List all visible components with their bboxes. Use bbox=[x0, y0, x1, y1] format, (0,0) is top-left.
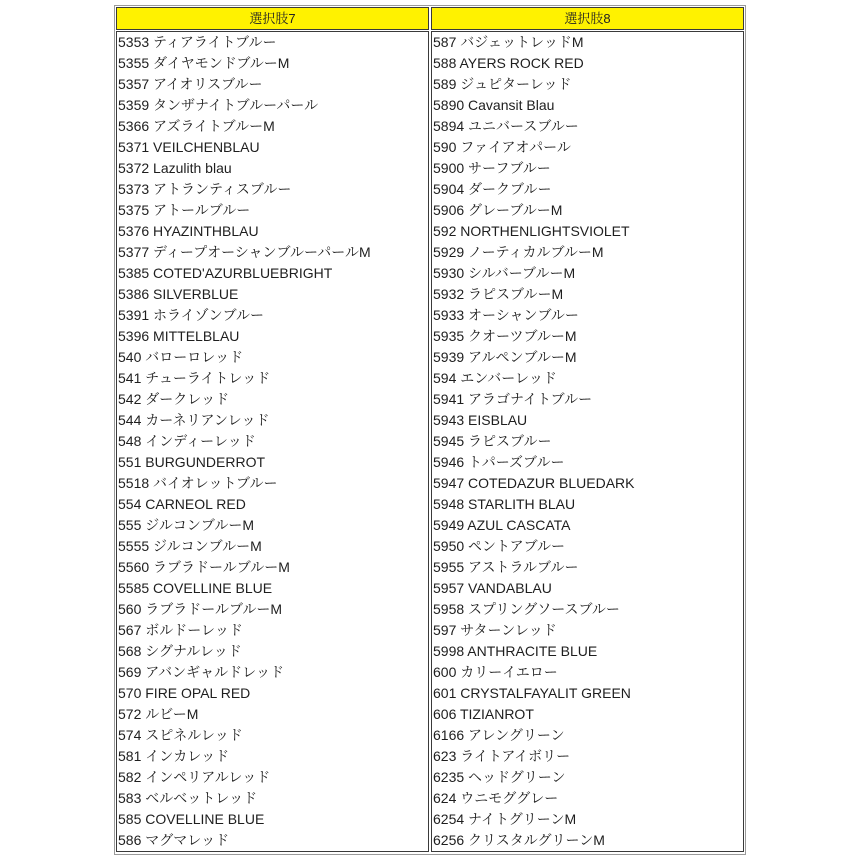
list-item: 606 TIZIANROT bbox=[433, 706, 534, 722]
list-item: 6235 ヘッドグリーン bbox=[433, 769, 566, 785]
list-item: 5555 ジルコンブルーM bbox=[118, 538, 262, 554]
list-item: 5385 COTED'AZURBLUEBRIGHT bbox=[118, 265, 333, 281]
list-item: 5373 アトランティスブルー bbox=[118, 181, 292, 197]
list-item: 5950 ペントアブルー bbox=[433, 538, 566, 554]
list-item: 5518 バイオレットブルー bbox=[118, 475, 278, 491]
list-item: 5958 スプリングソースブルー bbox=[433, 601, 620, 617]
list-item: 6166 アレングリーン bbox=[433, 727, 565, 743]
list-item: 5957 VANDABLAU bbox=[433, 580, 552, 596]
list-item: 5376 HYAZINTHBLAU bbox=[118, 223, 259, 239]
list-item: 583 ベルベットレッド bbox=[118, 790, 258, 806]
list-item: 5377 ディープオーシャンブルーパールM bbox=[118, 244, 371, 260]
list-item: 5935 クオーツブルーM bbox=[433, 328, 577, 344]
list-item: 5948 STARLITH BLAU bbox=[433, 496, 576, 512]
list-item: 6256 クリスタルグリーンM bbox=[433, 832, 605, 848]
list-item: 5941 アラゴナイトブルー bbox=[433, 391, 593, 407]
list-item: 6254 ナイトグリーンM bbox=[433, 811, 577, 827]
list-item: 5945 ラピスブルー bbox=[433, 433, 552, 449]
list-item: 554 CARNEOL RED bbox=[118, 496, 246, 512]
list-item: 5955 アストラルブルー bbox=[433, 559, 579, 575]
list-item: 5949 AZUL CASCATA bbox=[433, 517, 571, 533]
list-item: 5932 ラピスブルーM bbox=[433, 286, 564, 302]
list-item: 542 ダークレッド bbox=[118, 391, 230, 407]
list-item: 581 インカレッド bbox=[118, 748, 230, 764]
list-item: 551 BURGUNDERROT bbox=[118, 454, 266, 470]
options-list-7 bbox=[116, 31, 429, 852]
list-item: 586 マグマレッド bbox=[118, 832, 230, 848]
list-item: 5904 ダークブルー bbox=[433, 181, 552, 197]
list-item: 5930 シルバーブルーM bbox=[433, 265, 576, 281]
column-header-options-8: 選択肢8 bbox=[431, 7, 744, 30]
list-item: 5929 ノーティカルブルーM bbox=[433, 244, 604, 260]
list-item: 5998 ANTHRACITE BLUE bbox=[433, 643, 598, 659]
list-item: 5357 アイオリスブルー bbox=[118, 76, 263, 92]
list-item: 548 インディーレッド bbox=[118, 433, 256, 449]
list-item: 560 ラブラドールブルーM bbox=[118, 601, 283, 617]
list-item: 5906 グレーブルーM bbox=[433, 202, 563, 218]
list-item: 5366 アズライトブルーM bbox=[118, 118, 275, 134]
list-item: 590 ファイアオパール bbox=[433, 139, 571, 155]
list-item: 5353 ティアライトブルー bbox=[118, 34, 277, 50]
list-item: 5894 ユニバースブルー bbox=[433, 118, 579, 134]
list-item: 541 チューライトレッド bbox=[118, 370, 271, 386]
list-item: 544 カーネリアンレッド bbox=[118, 412, 270, 428]
list-item: 623 ライトアイボリー bbox=[433, 748, 571, 764]
list-item: 572 ルビーM bbox=[118, 706, 199, 722]
list-item: 569 アバンギャルドレッド bbox=[118, 664, 284, 680]
list-item: 582 インペリアルレッド bbox=[118, 769, 271, 785]
list-item: 5933 オーシャンブルー bbox=[433, 307, 579, 323]
list-item: 5943 EISBLAU bbox=[433, 412, 528, 428]
list-item: 5375 アトールブルー bbox=[118, 202, 251, 218]
list-item: 574 スピネルレッド bbox=[118, 727, 243, 743]
list-item: 600 カリーイエロー bbox=[433, 664, 558, 680]
list-item: 589 ジュピターレッド bbox=[433, 76, 572, 92]
list-item: 585 COVELLINE BLUE bbox=[118, 811, 265, 827]
list-item: 5939 アルペンブルーM bbox=[433, 349, 577, 365]
list-item: 587 バジェットレッドM bbox=[433, 34, 584, 50]
list-item: 5890 Cavansit Blau bbox=[433, 97, 555, 113]
list-item: 5359 タンザナイトブルーパール bbox=[118, 97, 319, 113]
list-item: 5947 COTEDAZUR BLUEDARK bbox=[433, 475, 635, 491]
list-item: 624 ウニモググレー bbox=[433, 790, 559, 806]
list-item: 5355 ダイヤモンドブルーM bbox=[118, 55, 290, 71]
list-item: 5560 ラブラドールブルーM bbox=[118, 559, 290, 575]
list-item: 567 ボルドーレッド bbox=[118, 622, 243, 638]
list-item: 5946 トパーズブルー bbox=[433, 454, 565, 470]
list-item: 570 FIRE OPAL RED bbox=[118, 685, 251, 701]
list-item: 594 エンバーレッド bbox=[433, 370, 557, 386]
list-item: 555 ジルコンブルーM bbox=[118, 517, 254, 533]
list-item: 5585 COVELLINE BLUE bbox=[118, 580, 273, 596]
list-item: 5391 ホライゾンブルー bbox=[118, 307, 265, 323]
list-item: 540 バローロレッド bbox=[118, 349, 244, 365]
list-item: 592 NORTHENLIGHTSVIOLET bbox=[433, 223, 630, 239]
list-item: 5372 Lazulith blau bbox=[118, 160, 232, 176]
list-item: 597 サターンレッド bbox=[433, 622, 557, 638]
list-item: 5371 VEILCHENBLAU bbox=[118, 139, 260, 155]
list-item: 568 シグナルレッド bbox=[118, 643, 242, 659]
list-item: 588 AYERS ROCK RED bbox=[433, 55, 584, 71]
list-item: 5386 SILVERBLUE bbox=[118, 286, 239, 302]
list-item: 5900 サーフブルー bbox=[433, 160, 551, 176]
options-table bbox=[114, 5, 746, 855]
options-list-8 bbox=[431, 31, 744, 852]
list-item: 601 CRYSTALFAYALIT GREEN bbox=[433, 685, 631, 701]
column-header-options-7: 選択肢7 bbox=[116, 7, 429, 30]
list-item: 5396 MITTELBLAU bbox=[118, 328, 240, 344]
